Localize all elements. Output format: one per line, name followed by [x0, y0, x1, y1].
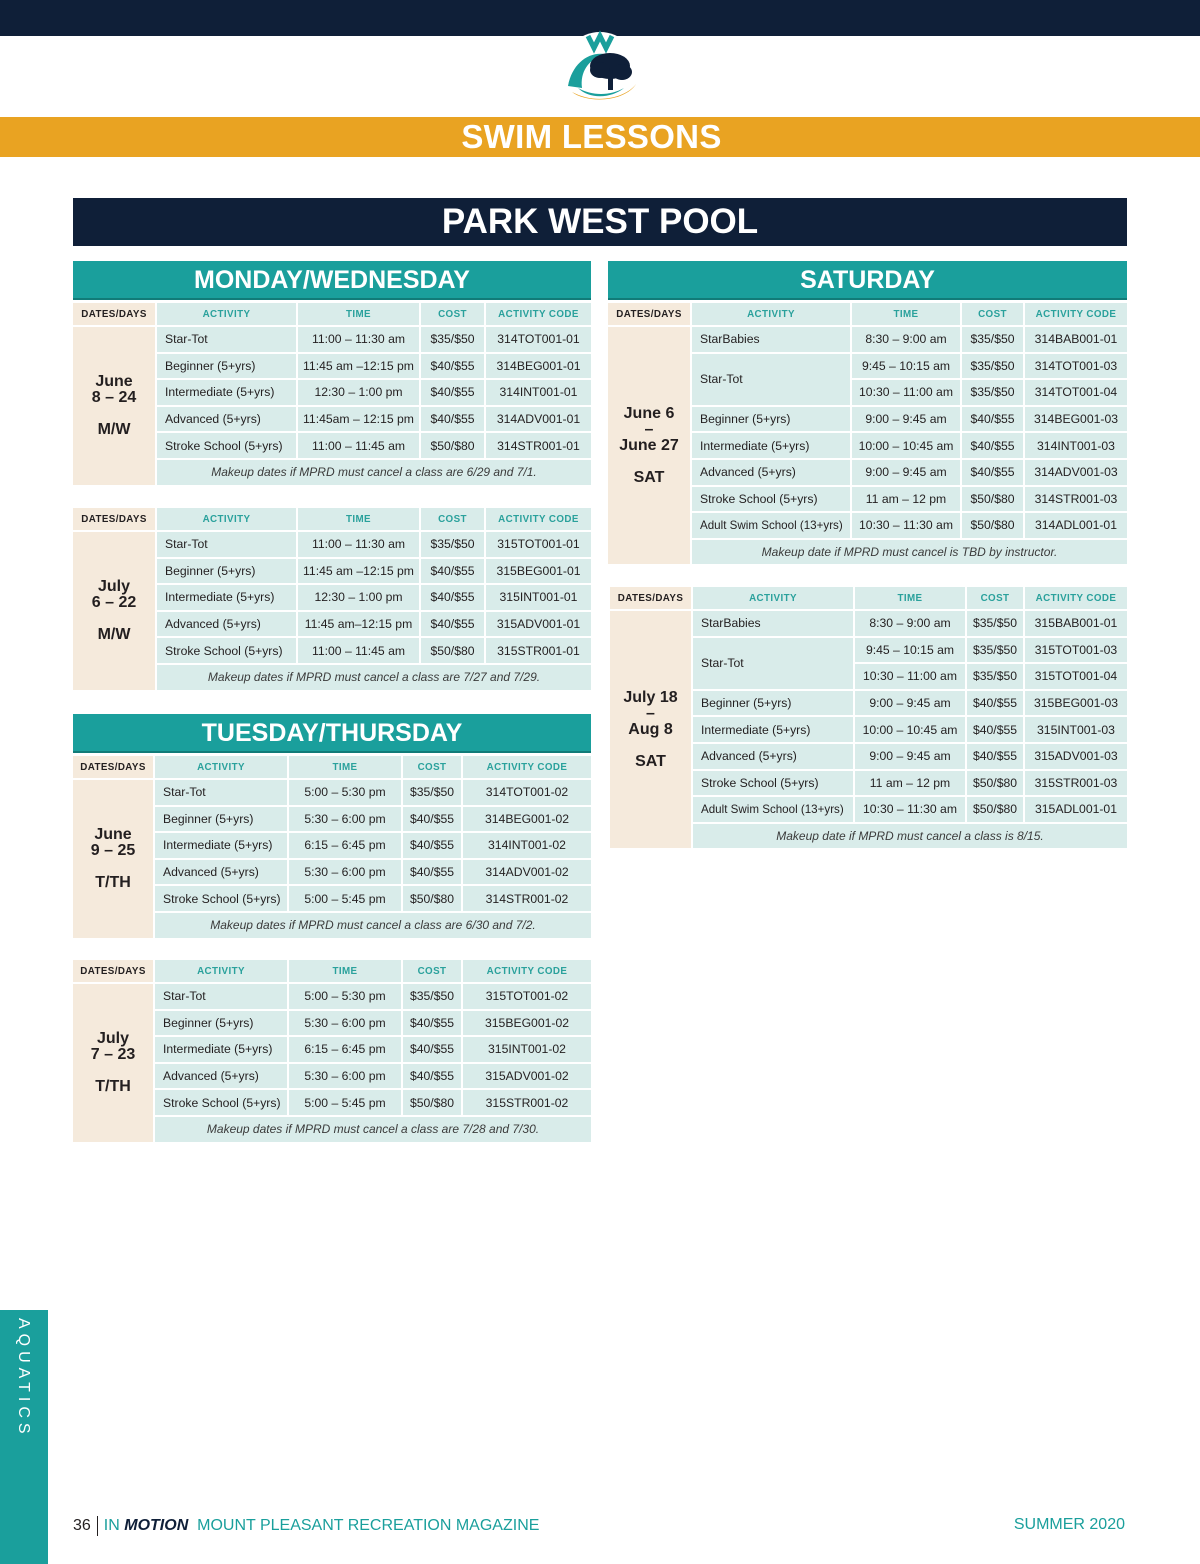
col-header-time: TIME	[298, 303, 421, 327]
cell-code: 315STR001-03	[1025, 771, 1129, 798]
col-header-activity: ACTIVITY	[155, 756, 289, 780]
col-header-activity: ACTIVITY	[693, 587, 855, 611]
cell-cost: $50/$80	[962, 513, 1025, 540]
cell-activity: Star-Tot	[692, 354, 852, 407]
col-header-time: TIME	[298, 508, 421, 532]
table-row	[608, 327, 1129, 354]
makeup-note: Makeup dates if MPRD must cancel a class are 7/28 and 7/30.	[155, 1117, 593, 1144]
cell-code: 315INT001-02	[463, 1037, 593, 1064]
table-row	[73, 780, 593, 807]
cell-time: 10:30 – 11:30 am	[855, 797, 967, 824]
col-header-cost: COST	[421, 303, 486, 327]
cell-code: 315ADV001-03	[1025, 744, 1129, 771]
col-header-dates: DATES/DAYS	[610, 587, 693, 611]
cell-activity: Beginner (5+yrs)	[155, 1011, 289, 1038]
side-tab-label: AQUATICS	[15, 1318, 32, 1439]
date-cell	[73, 984, 155, 1144]
cell-time: 5:00 – 5:45 pm	[289, 886, 403, 913]
cell-activity: Adult Swim School (13+yrs)	[692, 513, 852, 540]
date-range: 9 – 25	[90, 841, 136, 859]
cell-time: 11 am – 12 pm	[855, 771, 967, 798]
cell-activity: Beginner (5+yrs)	[692, 407, 852, 434]
col-header-dates: DATES/DAYS	[73, 508, 157, 532]
cell-time: 9:00 – 9:45 am	[855, 691, 967, 718]
footer-divider	[97, 1516, 98, 1536]
makeup-note: Makeup dates if MPRD must cancel a class are 7/27 and 7/29.	[157, 665, 593, 692]
cell-time: 12:30 – 1:00 pm	[298, 380, 421, 407]
makeup-note: Makeup date if MPRD must cancel is TBD by instructor.	[692, 540, 1129, 567]
cell-activity: Star-Tot	[693, 638, 855, 691]
cell-time: 6:15 – 6:45 pm	[289, 833, 403, 860]
col-header-activity: ACTIVITY	[155, 960, 289, 984]
makeup-note: Makeup date if MPRD must cancel a class is 8/15.	[693, 824, 1129, 851]
cell-activity: Beginner (5+yrs)	[155, 807, 289, 834]
cell-time: 11:00 – 11:30 am	[298, 327, 421, 354]
date-start: June 6	[623, 404, 675, 422]
cell-activity: Intermediate (5+yrs)	[155, 833, 289, 860]
cell-time: 11:00 – 11:45 am	[298, 638, 421, 665]
makeup-note: Makeup dates if MPRD must cancel a class are 6/30 and 7/2.	[155, 913, 593, 940]
cell-time: 11:45 am –12:15 pm	[298, 559, 421, 586]
section-header-tt: TUESDAY/THURSDAY	[73, 714, 591, 753]
table-row	[73, 327, 593, 354]
cell-activity: Stroke School (5+yrs)	[692, 487, 852, 514]
cell-code: 314TOT001-02	[463, 780, 593, 807]
cell-activity: Advanced (5+yrs)	[155, 1064, 289, 1091]
cell-activity: Stroke School (5+yrs)	[693, 771, 855, 798]
cell-cost: $35/$50	[962, 354, 1025, 381]
cell-time: 10:30 – 11:00 am	[855, 664, 967, 691]
date-end: June 27	[619, 436, 679, 454]
date-days: M/W	[97, 625, 131, 643]
table-header-row	[73, 756, 593, 780]
footer-season: SUMMER 2020	[1013, 1516, 1125, 1533]
cell-code: 315BEG001-03	[1025, 691, 1129, 718]
cell-cost: $40/$55	[421, 585, 486, 612]
cell-code: 315TOT001-02	[463, 984, 593, 1011]
col-header-cost: COST	[403, 960, 463, 984]
cell-time: 9:00 – 9:45 am	[855, 744, 967, 771]
cell-cost: $40/$55	[421, 354, 486, 381]
cell-cost: $40/$55	[421, 407, 486, 434]
cell-code: 314BEG001-02	[463, 807, 593, 834]
cell-cost: $40/$55	[403, 860, 463, 887]
col-header-activity: ACTIVITY	[692, 303, 852, 327]
cell-activity: Intermediate (5+yrs)	[157, 380, 298, 407]
cell-activity: Star-Tot	[155, 984, 289, 1011]
cell-code: 314ADL001-01	[1025, 513, 1129, 540]
cell-cost: $40/$55	[967, 744, 1025, 771]
cell-activity: Beginner (5+yrs)	[157, 354, 298, 381]
cell-code: 315ADV001-01	[486, 612, 593, 639]
cell-time: 10:00 – 10:45 am	[855, 717, 967, 744]
cell-time: 10:30 – 11:30 am	[852, 513, 962, 540]
date-dash: –	[644, 420, 654, 438]
cell-time: 11:45am – 12:15 pm	[298, 407, 421, 434]
pool-title: PARK WEST POOL	[73, 198, 1127, 246]
cell-code: 315TOT001-03	[1025, 638, 1129, 665]
cell-code: 315TOT001-01	[486, 532, 593, 559]
date-dash: –	[646, 704, 655, 722]
cell-time: 5:00 – 5:30 pm	[289, 984, 403, 1011]
cell-code: 314INT001-02	[463, 833, 593, 860]
cell-activity: Beginner (5+yrs)	[157, 559, 298, 586]
cell-cost: $50/$80	[962, 487, 1025, 514]
date-start: July 18	[623, 688, 678, 706]
cell-cost: $35/$50	[962, 380, 1025, 407]
date-range: 6 – 22	[91, 593, 137, 611]
cell-code: 314ADV001-01	[486, 407, 593, 434]
cell-cost: $50/$80	[403, 1090, 463, 1117]
cell-code: 315INT001-01	[486, 585, 593, 612]
cell-cost: $40/$55	[967, 691, 1025, 718]
cell-cost: $50/$80	[967, 771, 1025, 798]
cell-activity: Star-Tot	[155, 780, 289, 807]
cell-cost: $35/$50	[962, 327, 1025, 354]
date-days: M/W	[97, 420, 131, 438]
date-days: SAT	[633, 468, 665, 486]
col-header-dates: DATES/DAYS	[73, 756, 155, 780]
date-end: Aug 8	[628, 720, 673, 738]
cell-cost: $40/$55	[962, 433, 1025, 460]
date-cell	[73, 327, 157, 487]
cell-code: 314BAB001-01	[1025, 327, 1129, 354]
cell-activity: Beginner (5+yrs)	[693, 691, 855, 718]
col-header-time: TIME	[855, 587, 967, 611]
date-days: T/TH	[95, 873, 131, 891]
cell-time: 11:00 – 11:30 am	[298, 532, 421, 559]
cell-cost: $50/$80	[421, 433, 486, 460]
cell-code: 314ADV001-02	[463, 860, 593, 887]
cell-cost: $40/$55	[403, 1037, 463, 1064]
cell-cost: $35/$50	[421, 532, 486, 559]
col-header-cost: COST	[962, 303, 1025, 327]
cell-time: 8:30 – 9:00 am	[855, 611, 967, 638]
cell-code: 314BEG001-01	[486, 354, 593, 381]
cell-cost: $35/$50	[967, 664, 1025, 691]
cell-activity: Advanced (5+yrs)	[157, 407, 298, 434]
date-month: June	[95, 372, 133, 390]
cell-code: 314BEG001-03	[1025, 407, 1129, 434]
cell-time: 11 am – 12 pm	[852, 487, 962, 514]
cell-cost: $35/$50	[967, 611, 1025, 638]
cell-code: 315TOT001-04	[1025, 664, 1129, 691]
cell-time: 9:45 – 10:15 am	[855, 638, 967, 665]
cell-time: 11:45 am–12:15 pm	[298, 612, 421, 639]
cell-code: 315STR001-01	[486, 638, 593, 665]
cell-activity: Adult Swim School (13+yrs)	[693, 797, 855, 824]
cell-cost: $35/$50	[421, 327, 486, 354]
cell-time: 9:45 – 10:15 am	[852, 354, 962, 381]
page-number: 36	[73, 1517, 91, 1535]
col-header-time: TIME	[289, 756, 403, 780]
cell-time: 8:30 – 9:00 am	[852, 327, 962, 354]
cell-activity: Stroke School (5+yrs)	[155, 886, 289, 913]
cell-cost: $50/$80	[967, 797, 1025, 824]
cell-cost: $40/$55	[967, 717, 1025, 744]
cell-code: 315BEG001-02	[463, 1011, 593, 1038]
cell-code: 314TOT001-01	[486, 327, 593, 354]
cell-code: 314TOT001-04	[1025, 380, 1129, 407]
cell-activity: Intermediate (5+yrs)	[693, 717, 855, 744]
cell-cost: $40/$55	[962, 407, 1025, 434]
date-days: SAT	[635, 752, 666, 770]
cell-activity: Advanced (5+yrs)	[692, 460, 852, 487]
cell-cost: $50/$80	[421, 638, 486, 665]
cell-code: 315STR001-02	[463, 1090, 593, 1117]
date-month: July	[97, 577, 130, 595]
cell-cost: $40/$55	[421, 559, 486, 586]
footer-left	[73, 1516, 539, 1536]
table-header-row	[73, 960, 593, 984]
cell-code: 314INT001-03	[1025, 433, 1129, 460]
col-header-time: TIME	[289, 960, 403, 984]
cell-time: 10:00 – 10:45 am	[852, 433, 962, 460]
cell-code: 314INT001-01	[486, 380, 593, 407]
cell-cost: $40/$55	[421, 612, 486, 639]
cell-activity: Stroke School (5+yrs)	[155, 1090, 289, 1117]
cell-cost: $40/$55	[962, 460, 1025, 487]
cell-activity: Advanced (5+yrs)	[693, 744, 855, 771]
cell-time: 5:00 – 5:30 pm	[289, 780, 403, 807]
cell-cost: $40/$55	[403, 833, 463, 860]
page-title: SWIM LESSONS	[461, 118, 722, 155]
cell-activity: StarBabies	[693, 611, 855, 638]
cell-time: 6:15 – 6:45 pm	[289, 1037, 403, 1064]
table-row	[73, 984, 593, 1011]
section-header-mw: MONDAY/WEDNESDAY	[73, 261, 591, 300]
col-header-cost: COST	[967, 587, 1025, 611]
cell-code: 315ADV001-02	[463, 1064, 593, 1091]
cell-cost: $40/$55	[403, 807, 463, 834]
table-row	[610, 611, 1129, 638]
col-header-time: TIME	[852, 303, 962, 327]
schedule-table-mw-june	[73, 303, 593, 487]
cell-code: 314STR001-01	[486, 433, 593, 460]
date-cell	[608, 327, 692, 566]
col-header-code: ACTIVITY CODE	[1025, 587, 1129, 611]
cell-code: 314STR001-02	[463, 886, 593, 913]
table-row	[73, 532, 593, 559]
col-header-dates: DATES/DAYS	[73, 960, 155, 984]
date-cell	[73, 780, 155, 940]
col-header-code: ACTIVITY CODE	[463, 756, 593, 780]
schedule-table-mw-july	[73, 508, 593, 692]
cell-activity: Intermediate (5+yrs)	[155, 1037, 289, 1064]
date-cell	[610, 611, 693, 850]
schedule-table-sat-july	[610, 587, 1129, 850]
date-range: 8 – 24	[91, 388, 137, 406]
cell-code: 315INT001-03	[1025, 717, 1129, 744]
cell-time: 9:00 – 9:45 am	[852, 460, 962, 487]
cell-activity: Stroke School (5+yrs)	[157, 433, 298, 460]
cell-code: 314ADV001-03	[1025, 460, 1129, 487]
cell-activity: Intermediate (5+yrs)	[692, 433, 852, 460]
col-header-cost: COST	[403, 756, 463, 780]
cell-cost: $35/$50	[967, 638, 1025, 665]
cell-time: 9:00 – 9:45 am	[852, 407, 962, 434]
cell-activity: Star-Tot	[157, 532, 298, 559]
col-header-activity: ACTIVITY	[157, 303, 298, 327]
table-header-row	[73, 508, 593, 532]
cell-time: 5:30 – 6:00 pm	[289, 807, 403, 834]
table-header-row	[608, 303, 1129, 327]
col-header-cost: COST	[421, 508, 486, 532]
cell-activity: Advanced (5+yrs)	[157, 612, 298, 639]
col-header-code: ACTIVITY CODE	[486, 508, 593, 532]
col-header-code: ACTIVITY CODE	[1025, 303, 1129, 327]
footer-magazine: MOUNT PLEASANT RECREATION MAGAZINE	[197, 1517, 540, 1535]
cell-cost: $40/$55	[403, 1011, 463, 1038]
date-month: July	[96, 1029, 129, 1047]
schedule-table-sat-june	[608, 303, 1129, 566]
cell-cost: $35/$50	[403, 780, 463, 807]
cell-activity: Advanced (5+yrs)	[155, 860, 289, 887]
cell-activity: StarBabies	[692, 327, 852, 354]
date-range: 7 – 23	[90, 1045, 136, 1063]
table-header-row	[610, 587, 1129, 611]
cell-cost: $40/$55	[403, 1064, 463, 1091]
cell-code: 314STR001-03	[1025, 487, 1129, 514]
footer-in: IN	[103, 1517, 120, 1535]
schedule-table-tt-july	[73, 960, 593, 1144]
cell-cost: $40/$55	[421, 380, 486, 407]
makeup-note: Makeup dates if MPRD must cancel a class are 6/29 and 7/1.	[157, 460, 593, 487]
date-cell	[73, 532, 157, 692]
cell-time: 12:30 – 1:00 pm	[298, 585, 421, 612]
footer-motion: MOTION	[124, 1517, 189, 1535]
cell-time: 5:30 – 6:00 pm	[289, 860, 403, 887]
cell-time: 11:45 am –12:15 pm	[298, 354, 421, 381]
table-header-row	[73, 303, 593, 327]
cell-activity: Intermediate (5+yrs)	[157, 585, 298, 612]
cell-cost: $50/$80	[403, 886, 463, 913]
col-header-dates: DATES/DAYS	[608, 303, 692, 327]
cell-time: 11:00 – 11:45 am	[298, 433, 421, 460]
cell-activity: Star-Tot	[157, 327, 298, 354]
cell-code: 315ADL001-01	[1025, 797, 1129, 824]
cell-activity: Stroke School (5+yrs)	[157, 638, 298, 665]
section-header-sat: SATURDAY	[608, 261, 1127, 300]
col-header-code: ACTIVITY CODE	[486, 303, 593, 327]
mprd-logo	[558, 26, 642, 110]
cell-code: 315BEG001-01	[486, 559, 593, 586]
cell-time: 10:30 – 11:00 am	[852, 380, 962, 407]
date-days: T/TH	[95, 1077, 131, 1095]
cell-code: 314TOT001-03	[1025, 354, 1129, 381]
date-month: June	[94, 825, 132, 843]
cell-time: 5:00 – 5:45 pm	[289, 1090, 403, 1117]
col-header-activity: ACTIVITY	[157, 508, 298, 532]
cell-code: 315BAB001-01	[1025, 611, 1129, 638]
col-header-code: ACTIVITY CODE	[463, 960, 593, 984]
cell-cost: $35/$50	[403, 984, 463, 1011]
cell-time: 5:30 – 6:00 pm	[289, 1064, 403, 1091]
col-header-dates: DATES/DAYS	[73, 303, 157, 327]
schedule-table-tt-june	[73, 756, 593, 940]
cell-time: 5:30 – 6:00 pm	[289, 1011, 403, 1038]
